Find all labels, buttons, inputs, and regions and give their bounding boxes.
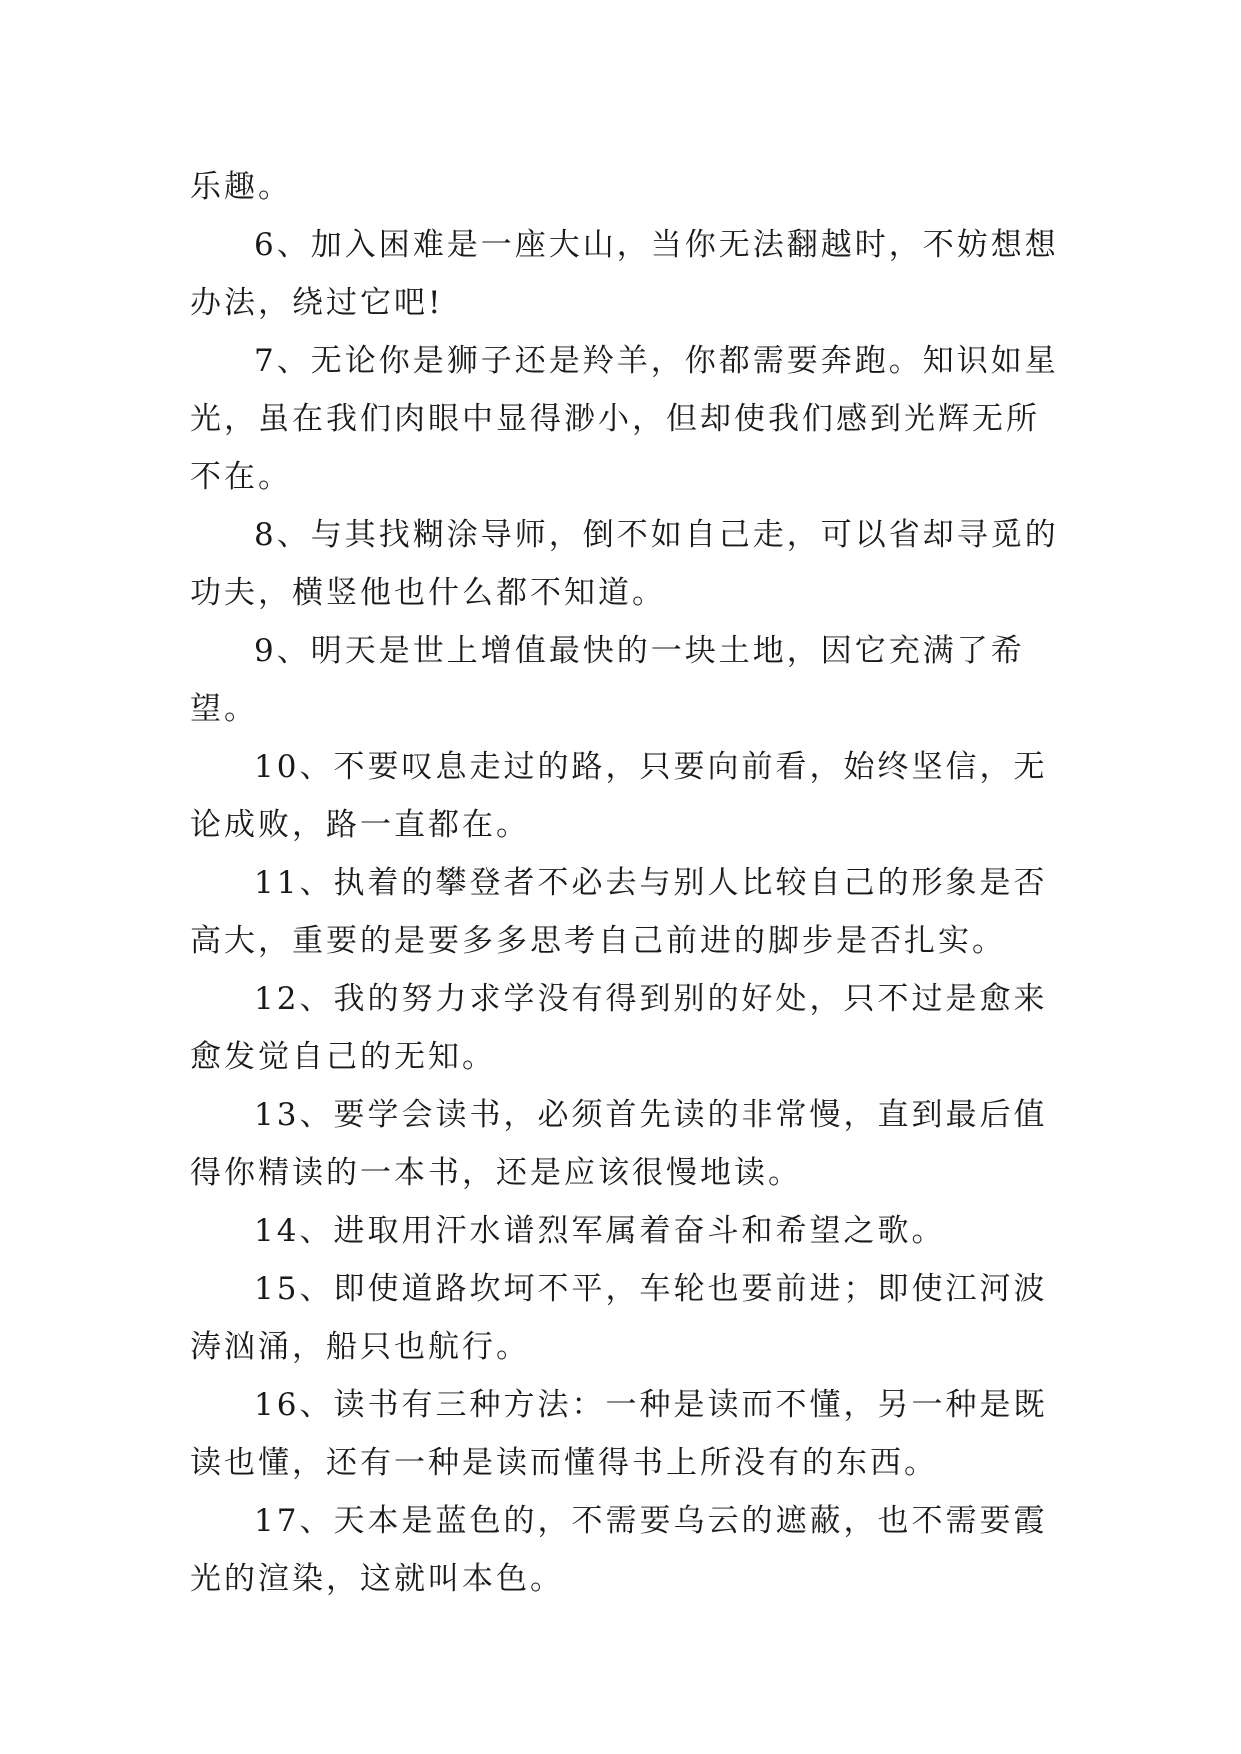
- quote-item-9: 9、明天是世上增值最快的一块土地，因它充满了希望。: [190, 633, 1025, 727]
- quote-item-14: 14、进取用汗水谱烈军属着奋斗和希望之歌。: [254, 1213, 946, 1249]
- quote-item-6: 6、加入困难是一座大山，当你无法翻越时，不妨想想办法，绕过它吧!: [190, 227, 1059, 321]
- quote-item-12: 12、我的努力求学没有得到别的好处，只不过是愈来愈发觉自己的无知。: [190, 981, 1048, 1075]
- quote-item-7: 7、无论你是狮子还是羚羊，你都需要奔跑。知识如星光，虽在我们肉眼中显得渺小，但却使我们感到光辉无所不在。: [190, 343, 1059, 495]
- quote-item-17: 17、天本是蓝色的，不需要乌云的遮蔽，也不需要霞光的渲染，这就叫本色。: [190, 1503, 1048, 1597]
- quote-item-10: 10、不要叹息走过的路，只要向前看，始终坚信，无论成败，路一直都在。: [190, 749, 1048, 843]
- quote-item-11: 11、执着的攀登者不必去与别人比较自己的形象是否高大，重要的是要多多思考自己前进的脚步是否扎实。: [190, 865, 1048, 959]
- document-body: [190, 158, 1070, 1608]
- paragraph-continuation: 乐趣。: [190, 169, 292, 205]
- quote-item-16: 16、读书有三种方法：一种是读而不懂，另一种是既读也懂，还有一种是读而懂得书上所没有的东西。: [190, 1387, 1048, 1481]
- quote-item-13: 13、要学会读书，必须首先读的非常慢，直到最后值得你精读的一本书，还是应该很慢地读。: [190, 1097, 1048, 1191]
- quote-item-15: 15、即使道路坎坷不平，车轮也要前进；即使江河波涛汹涌，船只也航行。: [190, 1271, 1048, 1365]
- quote-item-8: 8、与其找糊涂导师，倒不如自己走，可以省却寻觅的功夫，横竖他也什么都不知道。: [190, 517, 1059, 611]
